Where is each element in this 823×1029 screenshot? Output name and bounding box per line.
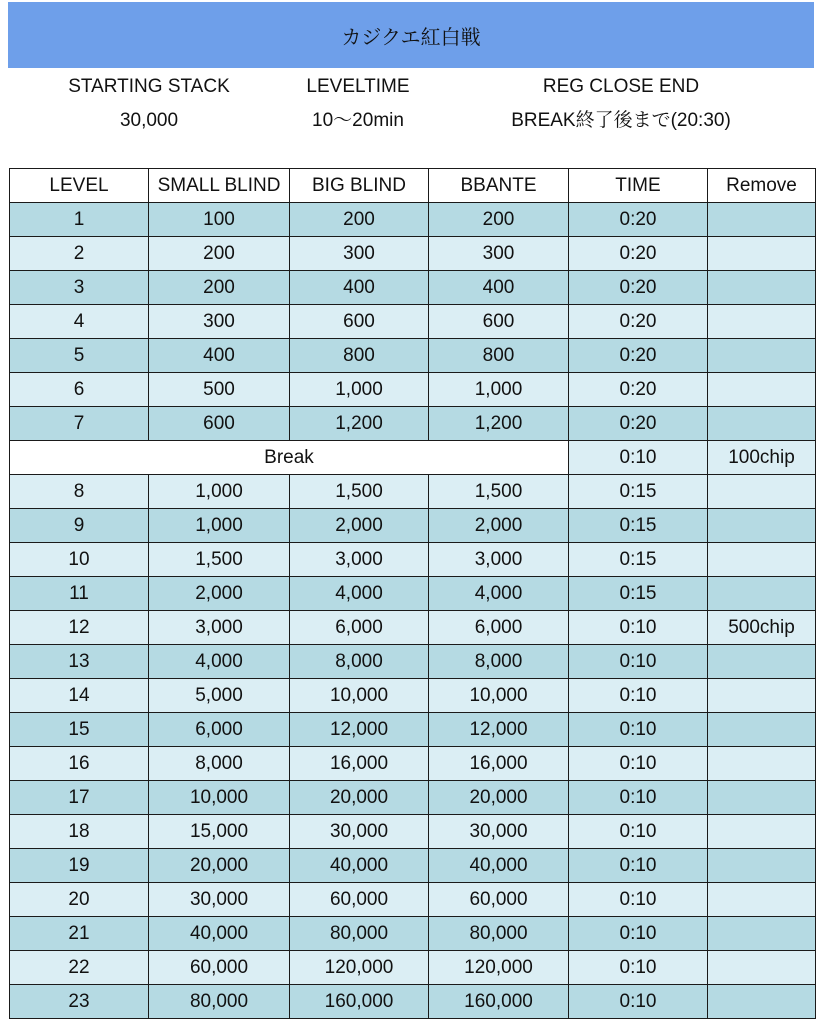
big-blind-cell: 10,000 (290, 679, 429, 713)
big-blind-cell: 60,000 (290, 883, 429, 917)
time-cell: 0:15 (569, 475, 708, 509)
bbante-cell: 120,000 (429, 951, 569, 985)
level-cell: 3 (10, 271, 149, 305)
big-blind-cell: 600 (290, 305, 429, 339)
remove-cell (708, 781, 816, 815)
big-blind-cell: 1,500 (290, 475, 429, 509)
level-row (10, 271, 816, 305)
level-row (10, 203, 816, 237)
bbante-cell: 1,500 (429, 475, 569, 509)
small-blind-cell: 200 (149, 237, 290, 271)
time-cell: 0:20 (569, 407, 708, 441)
remove-cell (708, 679, 816, 713)
time-cell: 0:20 (569, 339, 708, 373)
remove-cell (708, 305, 816, 339)
level-cell: 15 (10, 713, 149, 747)
remove-cell (708, 815, 816, 849)
big-blind-cell: 40,000 (290, 849, 429, 883)
bbante-cell: 6,000 (429, 611, 569, 645)
break-row (10, 441, 816, 475)
remove-cell (708, 407, 816, 441)
bbante-cell: 160,000 (429, 985, 569, 1019)
leveltime-value: 10〜20min (312, 110, 404, 131)
small-blind-cell: 30,000 (149, 883, 290, 917)
time-cell: 0:10 (569, 781, 708, 815)
level-cell: 18 (10, 815, 149, 849)
level-cell: 6 (10, 373, 149, 407)
small-blind-cell: 5,000 (149, 679, 290, 713)
big-blind-cell: 16,000 (290, 747, 429, 781)
remove-cell (708, 509, 816, 543)
bbante-cell: 400 (429, 271, 569, 305)
remove-cell (708, 237, 816, 271)
small-blind-cell: 8,000 (149, 747, 290, 781)
bbante-cell: 16,000 (429, 747, 569, 781)
level-cell: 19 (10, 849, 149, 883)
big-blind-cell: 300 (290, 237, 429, 271)
remove-cell (708, 271, 816, 305)
bbante-cell: 30,000 (429, 815, 569, 849)
level-row (10, 985, 816, 1019)
level-cell: 13 (10, 645, 149, 679)
level-cell: 2 (10, 237, 149, 271)
time-cell: 0:10 (569, 679, 708, 713)
level-cell: 4 (10, 305, 149, 339)
small-blind-cell: 4,000 (149, 645, 290, 679)
big-blind-cell: 160,000 (290, 985, 429, 1019)
level-cell: 1 (10, 203, 149, 237)
level-row (10, 883, 816, 917)
bbante-cell: 600 (429, 305, 569, 339)
big-blind-cell: 120,000 (290, 951, 429, 985)
big-blind-cell: 8,000 (290, 645, 429, 679)
reg-close-label: REG CLOSE END (542, 76, 700, 97)
small-blind-cell: 1,000 (149, 475, 290, 509)
bbante-cell: 80,000 (429, 917, 569, 951)
level-cell: 8 (10, 475, 149, 509)
time-cell: 0:15 (569, 543, 708, 577)
remove-cell: 500chip (708, 611, 816, 645)
big-blind-cell: 6,000 (290, 611, 429, 645)
level-cell: 11 (10, 577, 149, 611)
remove-cell (708, 475, 816, 509)
big-blind-cell: 200 (290, 203, 429, 237)
level-cell: 21 (10, 917, 149, 951)
level-row (10, 475, 816, 509)
bbante-cell: 3,000 (429, 543, 569, 577)
time-cell: 0:10 (569, 917, 708, 951)
time-cell: 0:10 (569, 951, 708, 985)
big-blind-cell: 2,000 (290, 509, 429, 543)
small-blind-cell: 6,000 (149, 713, 290, 747)
time-cell: 0:10 (569, 883, 708, 917)
bbante-cell: 4,000 (429, 577, 569, 611)
remove-cell (708, 543, 816, 577)
level-row (10, 305, 816, 339)
level-cell: 5 (10, 339, 149, 373)
remove-cell (708, 849, 816, 883)
small-blind-cell: 300 (149, 305, 290, 339)
time-cell: 0:20 (569, 203, 708, 237)
bbante-cell: 2,000 (429, 509, 569, 543)
level-cell: 16 (10, 747, 149, 781)
small-blind-cell: 500 (149, 373, 290, 407)
small-blind-cell: 15,000 (149, 815, 290, 849)
remove-cell (708, 917, 816, 951)
leveltime-label: LEVELTIME (306, 76, 410, 97)
tournament-info (0, 68, 823, 168)
big-blind-cell: 3,000 (290, 543, 429, 577)
level-row (10, 849, 816, 883)
bbante-cell: 12,000 (429, 713, 569, 747)
small-blind-cell: 60,000 (149, 951, 290, 985)
header-small-blind: SMALL BLIND (149, 169, 290, 203)
remove-cell (708, 339, 816, 373)
level-cell: 9 (10, 509, 149, 543)
bbante-cell: 40,000 (429, 849, 569, 883)
time-cell: 0:15 (569, 577, 708, 611)
small-blind-cell: 1,500 (149, 543, 290, 577)
small-blind-cell: 1,000 (149, 509, 290, 543)
header-big-blind: BIG BLIND (290, 169, 429, 203)
small-blind-cell: 20,000 (149, 849, 290, 883)
header-remove: Remove (708, 169, 816, 203)
remove-cell (708, 645, 816, 679)
time-cell: 0:20 (569, 271, 708, 305)
level-row (10, 713, 816, 747)
bbante-cell: 8,000 (429, 645, 569, 679)
level-row (10, 577, 816, 611)
small-blind-cell: 100 (149, 203, 290, 237)
small-blind-cell: 40,000 (149, 917, 290, 951)
header-bbante: BBANTE (429, 169, 569, 203)
level-row (10, 645, 816, 679)
bbante-cell: 800 (429, 339, 569, 373)
level-row (10, 951, 816, 985)
level-row (10, 237, 816, 271)
level-cell: 17 (10, 781, 149, 815)
remove-cell (708, 985, 816, 1019)
time-cell: 0:10 (569, 849, 708, 883)
level-row (10, 543, 816, 577)
time-cell: 0:10 (569, 713, 708, 747)
remove-cell (708, 883, 816, 917)
big-blind-cell: 1,200 (290, 407, 429, 441)
time-cell: 0:20 (569, 373, 708, 407)
bbante-cell: 300 (429, 237, 569, 271)
starting-stack-label: STARTING STACK (68, 76, 230, 97)
bbante-cell: 1,200 (429, 407, 569, 441)
title-bar (8, 2, 814, 68)
big-blind-cell: 4,000 (290, 577, 429, 611)
level-row (10, 373, 816, 407)
reg-close-value: BREAK終了後まで(20:30) (511, 110, 731, 131)
level-cell: 14 (10, 679, 149, 713)
big-blind-cell: 20,000 (290, 781, 429, 815)
remove-cell (708, 951, 816, 985)
table-header-row (10, 169, 816, 203)
blind-structure-table (9, 168, 816, 1019)
level-row (10, 815, 816, 849)
remove-cell (708, 577, 816, 611)
bbante-cell: 1,000 (429, 373, 569, 407)
remove-cell (708, 713, 816, 747)
small-blind-cell: 10,000 (149, 781, 290, 815)
big-blind-cell: 1,000 (290, 373, 429, 407)
time-cell: 0:10 (569, 815, 708, 849)
level-cell: 22 (10, 951, 149, 985)
time-cell: 0:20 (569, 237, 708, 271)
time-cell: 0:20 (569, 305, 708, 339)
time-cell: 0:10 (569, 645, 708, 679)
level-row (10, 407, 816, 441)
page-title: カジクエ紅白戦 (341, 26, 481, 49)
break-remove: 100chip (708, 441, 816, 475)
big-blind-cell: 30,000 (290, 815, 429, 849)
level-cell: 12 (10, 611, 149, 645)
small-blind-cell: 200 (149, 271, 290, 305)
time-cell: 0:10 (569, 611, 708, 645)
big-blind-cell: 80,000 (290, 917, 429, 951)
small-blind-cell: 400 (149, 339, 290, 373)
table-body (10, 203, 816, 1019)
small-blind-cell: 2,000 (149, 577, 290, 611)
level-row (10, 611, 816, 645)
remove-cell (708, 373, 816, 407)
level-row (10, 781, 816, 815)
time-cell: 0:10 (569, 985, 708, 1019)
small-blind-cell: 3,000 (149, 611, 290, 645)
big-blind-cell: 800 (290, 339, 429, 373)
level-row (10, 747, 816, 781)
remove-cell (708, 203, 816, 237)
big-blind-cell: 400 (290, 271, 429, 305)
big-blind-cell: 12,000 (290, 713, 429, 747)
level-row (10, 509, 816, 543)
level-cell: 10 (10, 543, 149, 577)
level-cell: 7 (10, 407, 149, 441)
header-time: TIME (569, 169, 708, 203)
small-blind-cell: 600 (149, 407, 290, 441)
level-row (10, 339, 816, 373)
bbante-cell: 60,000 (429, 883, 569, 917)
header-level: LEVEL (10, 169, 149, 203)
starting-stack-value: 30,000 (119, 110, 179, 131)
small-blind-cell: 80,000 (149, 985, 290, 1019)
level-cell: 20 (10, 883, 149, 917)
bbante-cell: 20,000 (429, 781, 569, 815)
bbante-cell: 200 (429, 203, 569, 237)
break-label: Break (10, 441, 569, 475)
break-time: 0:10 (569, 441, 708, 475)
time-cell: 0:10 (569, 747, 708, 781)
time-cell: 0:15 (569, 509, 708, 543)
remove-cell (708, 747, 816, 781)
level-cell: 23 (10, 985, 149, 1019)
level-row (10, 917, 816, 951)
bbante-cell: 10,000 (429, 679, 569, 713)
level-row (10, 679, 816, 713)
